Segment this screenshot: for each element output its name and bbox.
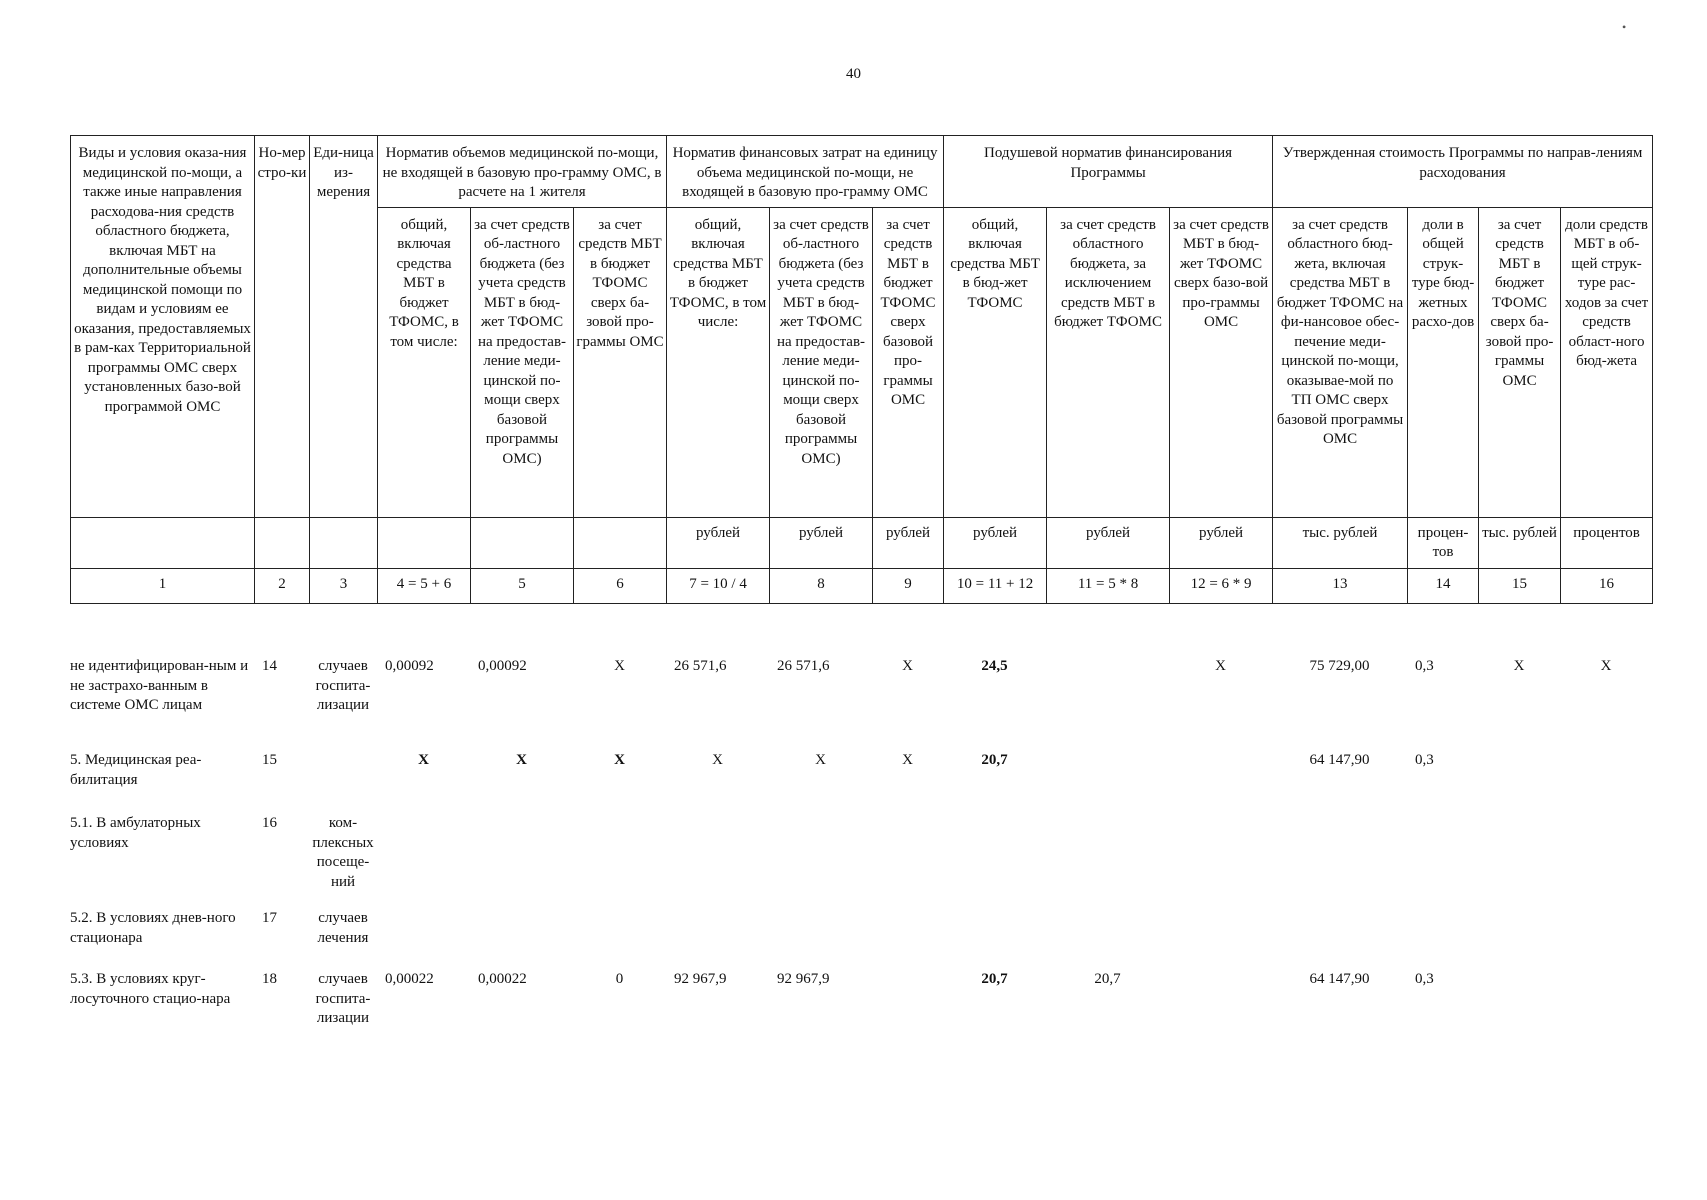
row-cell: X (902, 658, 913, 674)
header-sub-16: доли средств МБТ в об-щей струк-туре рас-ходов за счет средств област-ного бюд-жета (1561, 207, 1653, 517)
header-sub-13: за счет средств областного бюд-жета, включая средства МБТ в бюджет ТФОМС на фи-нансовое обес-печение меди-цинской по-мощи, оказывае-мой по ТП ОМС сверх базовой программы ОМС (1273, 207, 1408, 517)
header-sub-5: за счет средств об-ластного бюджета (без учета средств МБТ в бюд-жет ТФОМС на предостав-ление меди-цинской по-мощи сверх базовой программы ОМС) (471, 207, 574, 517)
data-table (70, 653, 1652, 1046)
row-cell (1560, 810, 1652, 905)
header-sub-12: за счет средств МБТ в бюд-жет ТФОМС сверх базо-вой про-граммы ОМС (1170, 207, 1273, 517)
row-cell (377, 905, 470, 966)
row-cell (872, 905, 943, 966)
col-number: 3 (310, 568, 378, 603)
header-group-per-capita: Подушевой норматив финансирования Программы (944, 136, 1273, 208)
row-cell: X (902, 752, 913, 768)
row-line-number: 17 (262, 910, 277, 926)
unit-cell (378, 517, 471, 568)
header-group-approved: Утвержденная стоимость Программы по направ-лениям расходования (1273, 136, 1653, 208)
header-sub-4: общий, включая средства МБТ в бюджет ТФОМС, в том числе: (378, 207, 471, 517)
row-cell: 20,7 (981, 752, 1008, 768)
row-name: 5.3. В условиях круг-лосуточного стацио-нара (70, 971, 231, 1007)
row-cell (872, 810, 943, 905)
row-cell: 92 967,9 (674, 971, 727, 987)
col-number: 7 = 10 / 4 (667, 568, 770, 603)
unit-cell (471, 517, 574, 568)
row-cell (769, 810, 872, 905)
header-row-numbers (71, 568, 1653, 603)
row-cell: X (712, 752, 723, 768)
row-cell (1560, 966, 1652, 1046)
col-number: 9 (873, 568, 944, 603)
row-cell (666, 905, 769, 966)
row-cell: 75 729,00 (1309, 658, 1370, 674)
row-cell (1560, 905, 1652, 966)
table-row (70, 653, 1652, 747)
header-sub-14: доли в общей струк-туре бюд-жетных расхо-дов (1408, 207, 1479, 517)
row-line-number: 14 (262, 658, 277, 674)
row-line-number: 16 (262, 815, 277, 831)
header-sub-6: за счет средств МБТ в бюджет ТФОМС сверх ба-зовой про-граммы ОМС (574, 207, 667, 517)
col-number: 12 = 6 * 9 (1170, 568, 1273, 603)
header-col-3: Еди-ница из-мерения (310, 136, 378, 518)
row-cell (1478, 905, 1560, 966)
row-line-number: 15 (262, 752, 277, 768)
row-line-number: 18 (262, 971, 277, 987)
row-cell (1169, 810, 1272, 905)
unit-cell: рублей (667, 517, 770, 568)
row-cell: 0,00022 (385, 971, 434, 987)
unit-cell: рублей (1047, 517, 1170, 568)
row-cell (1046, 905, 1169, 966)
row-cell: 0,3 (1415, 658, 1434, 674)
table-row (70, 747, 1652, 810)
unit-cell (255, 517, 310, 568)
row-cell: X (1215, 658, 1226, 674)
row-name: 5.2. В условиях днев-ного стационара (70, 910, 236, 946)
row-cell: 26 571,6 (674, 658, 727, 674)
row-cell: X (1600, 658, 1612, 674)
col-number: 10 = 11 + 12 (944, 568, 1047, 603)
row-cell (1169, 966, 1272, 1046)
col-number: 6 (574, 568, 667, 603)
row-name (70, 747, 254, 810)
row-cell: X (614, 658, 625, 674)
row-cell (1478, 810, 1560, 905)
col-number: 4 = 5 + 6 (378, 568, 471, 603)
col-number: 1 (71, 568, 255, 603)
unit-cell: рублей (1170, 517, 1273, 568)
row-unit (309, 747, 377, 810)
row-cell (1478, 747, 1560, 810)
row-name-text: 5. Медицинская реа-билитация (70, 752, 202, 788)
row-cell: X (418, 752, 429, 768)
row-name: 5.1. В амбулаторных условиях (70, 815, 201, 851)
row-cell (377, 810, 470, 905)
row-name: не идентифицирован-ным и не застрахо-ванным в системе ОМС лицам (70, 658, 249, 713)
row-cell: X (516, 752, 527, 768)
row-cell: 64 147,90 (1309, 752, 1370, 768)
row-cell (1407, 905, 1478, 966)
row-cell (1046, 747, 1169, 810)
header-sub-11: за счет средств областного бюджета, за исключением средств МБТ в бюджет ТФОМС (1047, 207, 1170, 517)
header-col-2: Но-мер стро-ки (255, 136, 310, 518)
row-cell (1046, 810, 1169, 905)
unit-cell (574, 517, 667, 568)
row-cell: 0,3 (1415, 752, 1434, 768)
col-number: 2 (255, 568, 310, 603)
row-cell: 0,00092 (385, 658, 434, 674)
row-cell: X (614, 752, 625, 768)
scan-speck: • (1622, 20, 1627, 34)
row-cell: 0 (615, 971, 624, 987)
row-cell (1272, 905, 1407, 966)
unit-cell: процен-тов (1408, 517, 1479, 568)
table-row (70, 966, 1652, 1046)
row-cell: 20,7 (981, 971, 1008, 987)
header-sub-10: общий, включая средства МБТ в бюд-жет ТФОМС (944, 207, 1047, 517)
col-number: 5 (471, 568, 574, 603)
unit-cell (71, 517, 255, 568)
row-cell (943, 905, 1046, 966)
row-cell (769, 905, 872, 966)
unit-cell: тыс. рублей (1273, 517, 1408, 568)
row-cell (573, 810, 666, 905)
row-cell (1272, 810, 1407, 905)
col-number: 14 (1408, 568, 1479, 603)
row-cell (573, 905, 666, 966)
row-cell: 26 571,6 (777, 658, 830, 674)
header-group-volume: Норматив объемов медицинской по-мощи, не входящей в базовую про-грамму ОМС, в расчете на 1 жителя (378, 136, 667, 208)
row-cell (943, 810, 1046, 905)
row-cell (872, 966, 943, 1046)
table-row (70, 810, 1652, 905)
header-col-1: Виды и условия оказа-ния медицинской по-мощи, а также иные направления расходова-ния средств областного бюджета, включая МБТ на дополнительные объемы медицинской помощи по видам и условиям ее оказания, предоставляемых в рам-ках Территориальной программы ОМС сверх установленных базо-вой программой ОМС (71, 136, 255, 518)
row-cell (470, 810, 573, 905)
row-unit: случаев госпита-лизации (315, 971, 371, 1026)
unit-cell: рублей (944, 517, 1047, 568)
row-cell: 92 967,9 (777, 971, 830, 987)
header-row-groups (71, 136, 1653, 208)
unit-cell: рублей (770, 517, 873, 568)
row-cell (1169, 747, 1272, 810)
col-number: 15 (1479, 568, 1561, 603)
unit-cell: тыс. рублей (1479, 517, 1561, 568)
row-cell: X (1513, 658, 1525, 674)
row-cell (1478, 966, 1560, 1046)
header-sub-8: за счет средств об-ластного бюджета (без учета средств МБТ в бюд-жет ТФОМС на предостав-ление меди-цинской по-мощи сверх базовой программы ОМС) (770, 207, 873, 517)
row-cell (470, 905, 573, 966)
row-cell: 24,5 (981, 658, 1008, 674)
header-sub-7: общий, включая средства МБТ в бюджет ТФОМС, в том числе: (667, 207, 770, 517)
unit-cell: рублей (873, 517, 944, 568)
row-unit: ком-плексных посеще-ний (312, 815, 374, 890)
table-row (70, 905, 1652, 966)
row-cell (1169, 905, 1272, 966)
row-cell: X (815, 752, 826, 768)
col-number: 8 (770, 568, 873, 603)
header-row-units (71, 517, 1653, 568)
row-cell: 0,00092 (478, 658, 527, 674)
row-cell (1046, 653, 1169, 747)
header-table (70, 135, 1653, 604)
header-sub-15: за счет средств МБТ в бюджет ТФОМС сверх ба-зовой про-граммы ОМС (1479, 207, 1561, 517)
header-group-cost: Норматив финансовых затрат на единицу объема медицинской по-мощи, не входящей в базовую про-грамму ОМС (667, 136, 944, 208)
row-cell: 64 147,90 (1309, 971, 1370, 987)
row-unit: случаев лечения (317, 910, 369, 946)
row-cell (1407, 810, 1478, 905)
row-cell (666, 810, 769, 905)
col-number: 11 = 5 * 8 (1047, 568, 1170, 603)
header-sub-9: за счет средств МБТ в бюджет ТФОМС сверх базовой про-граммы ОМС (873, 207, 944, 517)
row-cell (1560, 747, 1652, 810)
page-number: 40 (846, 66, 861, 82)
unit-cell (310, 517, 378, 568)
col-number: 16 (1561, 568, 1653, 603)
unit-cell: процентов (1561, 517, 1653, 568)
col-number: 13 (1273, 568, 1408, 603)
row-cell: 0,00022 (478, 971, 527, 987)
row-unit: случаев госпита-лизации (315, 658, 371, 713)
row-cell: 0,3 (1415, 971, 1434, 987)
row-cell: 20,7 (1094, 971, 1121, 987)
